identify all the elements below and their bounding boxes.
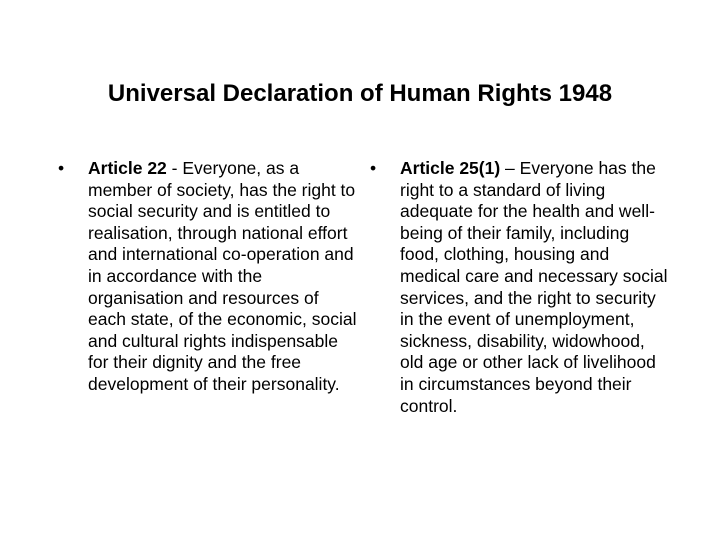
bullet-icon: • (370, 158, 377, 178)
slide-title: Universal Declaration of Human Rights 1948 (107, 80, 613, 107)
article-25-text: Everyone has the right to a standard of living adequate for the health and well-being of their family, including food, clothing, housing and medical care and necessary social services, and the right to security in the event of unemployment, sickness, disability, widowhood, old age or other lack of livelihood in circumstances beyond their control. (400, 158, 668, 416)
article-22-heading: Article 22 (88, 158, 167, 178)
article-25-separator: – (500, 158, 520, 178)
bullet-icon: • (58, 158, 65, 178)
article-25-item (370, 158, 670, 417)
article-22-item (58, 158, 358, 396)
article-22-column (58, 158, 358, 396)
article-22-separator: - (166, 158, 183, 178)
article-22-text: Everyone, as a member of society, has the right to social security and is entitled to realisation, through national effort and international co-operation and in accordance with the organisation and resources of each state, of the economic, social and cultural rights indispensable for their dignity and the free development of their personality. (88, 158, 357, 394)
article-25-heading: Article 25(1) (400, 158, 501, 178)
article-25-column (370, 158, 670, 417)
